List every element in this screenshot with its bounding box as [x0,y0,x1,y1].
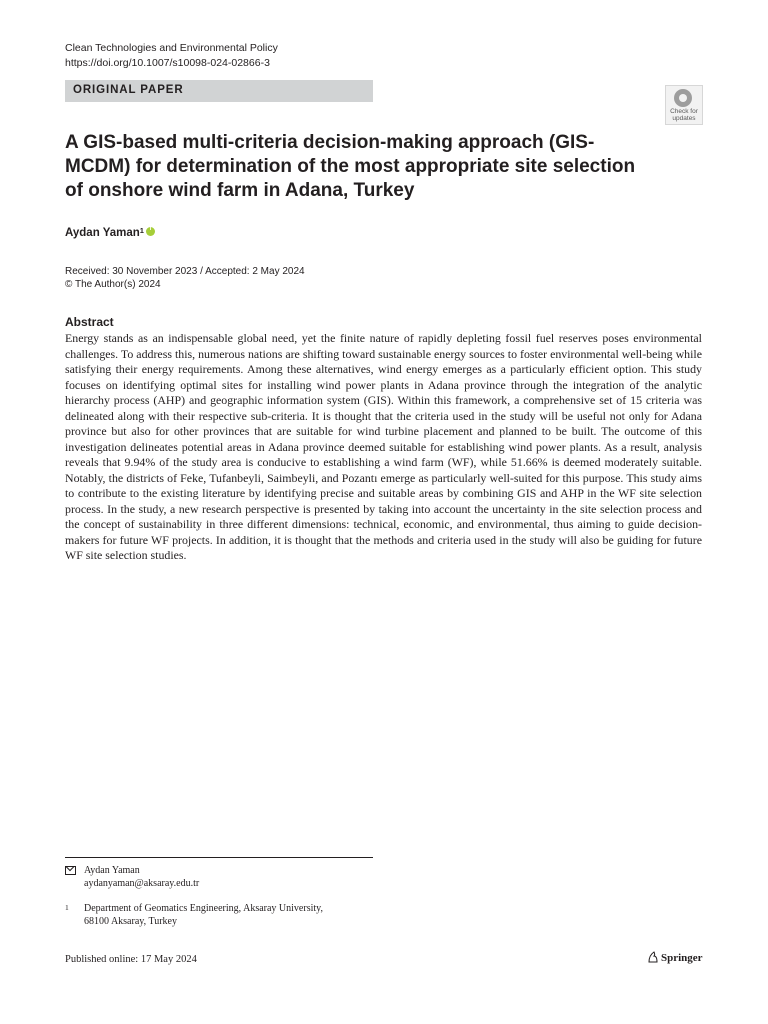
footnote-divider [65,857,373,858]
publisher-name: Springer [661,952,703,964]
author-name[interactable]: Aydan Yaman [65,227,140,239]
author-line [65,227,155,239]
affiliation-number: 1 [65,903,69,912]
journal-name: Clean Technologies and Environmental Policy [65,42,278,54]
abstract-body: Energy stands as an indispensable global need, yet the finite nature of rapidly depleting fossil fuel reserves poses environmental challenges. To address this, numerous nations are shifting toward sustainable energy sources to foster environmental well-being while satisfying their energy requirements. Among these alternatives, wind energy emerges as a particularly efficient option. This study focuses on identifying optimal sites for installing wind power plants in Adana province through the integration of the analytic hierarchy process (AHP) and geographic information system (GIS). Within this framework, a comprehensive set of 15 criteria was delineated along with their respective sub-criteria. It is thought that the criteria used in the study will be useful not only for Adana province but also for other provinces that are suitable for wind turbine placement and planned to be built. The outcome of this investigation delineates potential areas in Adana province deemed suitable for establishing wind power plants. As a result, analysis reveals that 9.94% of the study area is conducive to establishing a wind farm (WF), while 51.66% is deemed moderately suitable. Notably, the districts of Feke, Tufanbeyli, Saimbeyli, and Pozantı emerge as particularly well-suited for this purpose. This study aims to contribute to the existing literature by identifying precise and suitable areas by combining GIS and AHP in the WF site selection process. In the study, a new research perspective is presented by taking into account the uncertainty in the site selection process and the concept of sustainability in three different dimensions: technical, economic, and environmental, thus aiming to guide decision-makers for future WF projects. In addition, it is thought that the methods and criteria used in the study will also be guiding for future WF site selection studies. [65,331,702,562]
check-for-updates-badge[interactable] [665,85,703,125]
abstract-heading: Abstract [65,315,114,329]
paper-title: A GIS-based multi-criteria decision-making approach (GIS-MCDM) for determination of the most appropriate site selection of onshore wind farm in Adana, Turkey [65,132,636,201]
correspondence-name: Aydan Yaman [84,865,140,876]
orcid-icon[interactable] [146,227,155,236]
article-type-label: ORIGINAL PAPER [73,84,184,96]
springer-horse-icon [647,951,659,963]
affiliation-line-1: Department of Geomatics Engineering, Aksaray University, [84,903,324,914]
received-accepted-dates: Received: 30 November 2023 / Accepted: 2 May 2024 [65,266,305,277]
doi-link[interactable]: https://doi.org/10.1007/s10098-024-02866-3 [65,57,270,69]
affiliation-line-2: 68100 Aksaray, Turkey [84,916,177,927]
affiliation-mark: 1 [139,226,144,235]
correspondence-email[interactable]: aydanyaman@aksaray.edu.tr [84,878,200,889]
published-online: Published online: 17 May 2024 [65,954,197,965]
journal-header [65,41,278,71]
envelope-icon [65,866,76,875]
publisher-logo [647,952,703,964]
copyright-line: © The Author(s) 2024 [65,279,161,290]
crossmark-icon [674,89,692,107]
article-type-bar [65,80,373,102]
crossmark-label: Check for updates [670,108,698,122]
article-dates [65,265,305,291]
